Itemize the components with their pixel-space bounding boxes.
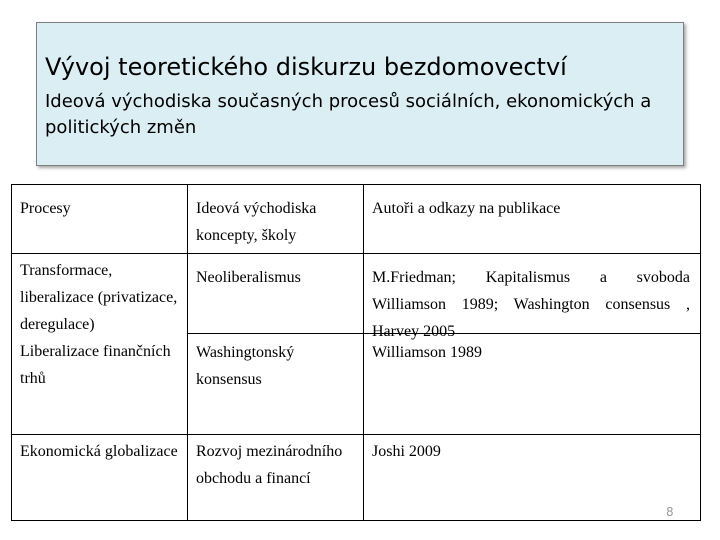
table-row [12, 435, 701, 521]
slide-subtitle: Ideová východiska současných procesů sociálních, ekonomických a politických změn [45, 91, 652, 138]
authors-friedman-williamson-harvey: M.Friedman; Kapitalismus a svoboda Williamson 1989; Washington consensus , Harvey 2005 [364, 254, 700, 334]
concept-washington-consensus: Washingtonský konsensus [196, 344, 295, 388]
slide-title: Vývoj teoretického diskurzu bezdomovectví [45, 53, 567, 81]
authors-williamson: Williamson 1989 [372, 344, 483, 361]
processes-table [11, 184, 701, 521]
header-cell-authors: Autoři a odkazy na publikace [364, 185, 701, 254]
slide-title-box [36, 22, 684, 166]
process-globalization: Ekonomická globalizace [12, 435, 188, 521]
concept-trade-finance: Rozvoj mezinárodního obchodu a financí [188, 435, 364, 521]
process-cell [12, 254, 188, 435]
process-transformation: Transformace, liberalizace (privatizace, deregulace) [20, 262, 178, 333]
authors-cell [364, 254, 701, 435]
page-number: 8 [666, 505, 674, 519]
concept-neoliberalism: Neoliberalismus [188, 254, 363, 334]
process-financial-liberalization: Liberalizace finančních trhů [20, 343, 171, 387]
header-cell-processes: Procesy [12, 185, 188, 254]
table-row [12, 254, 701, 435]
concept-cell [188, 254, 364, 435]
header-cell-concepts: Ideová východiska koncepty, školy [188, 185, 364, 254]
table-header-row [12, 185, 701, 254]
authors-joshi: Joshi 2009 [364, 435, 701, 521]
